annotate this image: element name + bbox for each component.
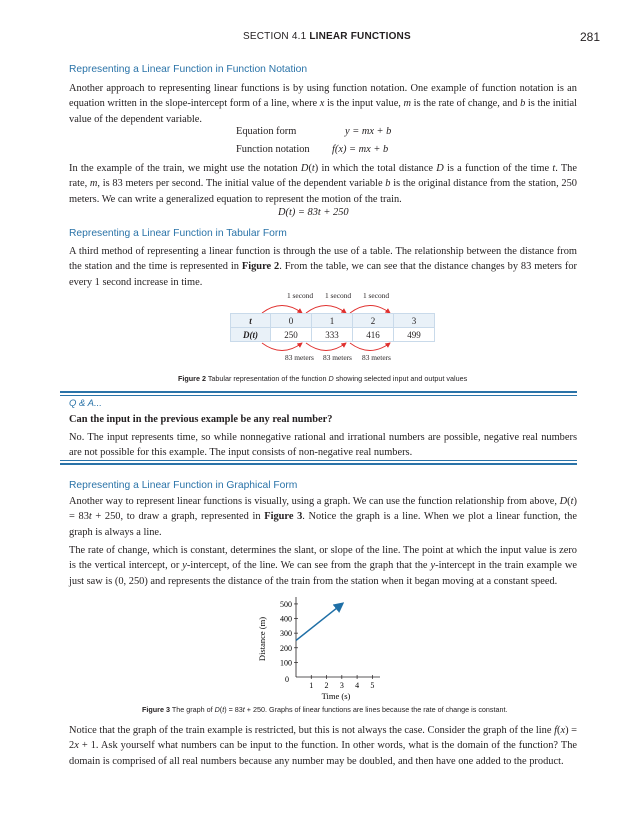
table-cell: 2 <box>353 314 394 328</box>
distance-time-graph <box>250 596 390 702</box>
heading-function-notation: Representing a Linear Function in Function Notation <box>69 64 308 75</box>
qa-tag: Q & A... <box>69 398 102 409</box>
origin-label: 0 <box>285 675 289 684</box>
x-tick-label: 2 <box>324 681 329 690</box>
arrow-top-2 <box>306 306 346 314</box>
table-header-t: t <box>231 314 271 328</box>
bottom-label-1: 83 meters <box>285 353 314 362</box>
top-label-2: 1 second <box>325 291 352 300</box>
series-line <box>296 604 342 640</box>
y-tick-label: 200 <box>280 643 292 653</box>
y-tick-label: 300 <box>280 629 292 639</box>
heading-graphical-form: Representing a Linear Function in Graphical Form <box>69 480 298 491</box>
bottom-label-3: 83 meters <box>362 353 391 362</box>
paragraph-tabular-form: A third method of representing a linear function is through the use of a table. The relationship between the distance from the station and the time is represented in Figure 2. From the table, we can see that the distance changes by 83 meters for every 1 second increase in time. <box>69 246 577 288</box>
table-cell: 3 <box>394 314 435 328</box>
arrow-bottom-1 <box>262 343 302 351</box>
section-label: SECTION 4.1 LINEAR FUNCTIONS <box>243 31 411 42</box>
x-tick-label: 3 <box>339 681 344 690</box>
paragraph-rate-of-change: The rate of change, which is constant, determines the slant, or slope of the line. The point at which the input value is zero is the vertical intercept, or y-intercept, of the line. We can see from the graph that the y-intercept in the train example we just saw is (0, 250) and represents the distance of the train from the station when it began moving at a constant speed. <box>69 545 577 587</box>
arrow-bottom-3 <box>350 343 390 351</box>
qa-top-rule-thin <box>60 395 577 396</box>
top-label-1: 1 second <box>287 291 314 300</box>
x-axis-label: Time (s) <box>321 691 351 701</box>
paragraph-domain: Notice that the graph of the train example is restricted, but this is not always the case. Consider the graph of the line f(x) = 2x + 1. Ask yourself what numbers can be input to the function. In other words, what is the domain of the function? The domain is comprised of all real numbers because any number may be doubled, and then have one added to the product. <box>69 725 578 767</box>
x-tick-label: 4 <box>355 681 360 690</box>
bottom-label-2: 83 meters <box>323 353 352 362</box>
arrow-top-1 <box>262 306 302 314</box>
table-header-d: D(t) <box>231 328 271 342</box>
running-header <box>0 31 630 45</box>
figure-2-caption: Figure 2 Tabular representation of the function D showing selected input and output values <box>178 374 468 383</box>
function-notation-label: Function notation <box>236 144 310 155</box>
table-cell: 416 <box>353 328 394 342</box>
paragraph-function-notation-intro: Another approach to representing linear functions is by using function notation. One example of function notation is an equation written in the slope-intercept form of a line, where x is the input value, m is the rate of change, and b is the initial value of the dependent variable. <box>69 83 577 125</box>
x-tick-label: 1 <box>309 681 314 690</box>
function-notation-equation: f(x) = mx + b <box>332 144 389 155</box>
arrow-top-3 <box>350 306 390 314</box>
qa-top-rule <box>60 391 577 393</box>
qa-bottom-rule-thin <box>60 460 577 461</box>
table-cell: 0 <box>271 314 312 328</box>
train-equation: D(t) = 83t + 250 <box>278 207 349 218</box>
table-cell: 499 <box>394 328 435 342</box>
table-cell: 333 <box>312 328 353 342</box>
heading-tabular-form: Representing a Linear Function in Tabular Form <box>69 228 287 239</box>
table-cell: 250 <box>271 328 312 342</box>
x-tick-label: 5 <box>370 681 375 690</box>
qa-answer: No. The input represents time, so while nonnegative rational and irrational numbers are possible, negative real numbers are not possible for this example. The input consists of non-negative real numbers. <box>69 432 577 459</box>
y-tick-label: 100 <box>280 658 292 668</box>
paragraph-graphical-intro: Another way to represent linear functions is visually, using a graph. We can use the function relationship from above, D(t) = 83t + 250, to draw a graph, represented in Figure 3. Notice the graph is a line. When we plot a linear function, the graph is always a line. <box>69 496 577 538</box>
y-axis-label: Distance (m) <box>257 616 267 662</box>
table-cell: 1 <box>312 314 353 328</box>
equation-form: y = mx + b <box>345 126 392 137</box>
table-row-d <box>231 328 435 342</box>
function-table <box>230 313 435 342</box>
arrow-bottom-2 <box>306 343 346 351</box>
table-row-t <box>231 314 435 328</box>
equation-form-label: Equation form <box>236 126 297 137</box>
y-tick-label: 400 <box>280 614 292 624</box>
y-tick-label: 500 <box>280 599 292 609</box>
qa-question: Can the input in the previous example be any real number? <box>69 414 333 425</box>
top-label-3: 1 second <box>363 291 390 300</box>
page-number: 281 <box>580 30 601 44</box>
qa-bottom-rule <box>60 463 577 465</box>
paragraph-train-notation: In the example of the train, we might use the notation D(t) in which the total distance D is a function of the time t. The rate, m, is 83 meters per second. The initial value of the dependent variable b is the original distance from the station, 250 meters. We can write a generalized equation to represent the motion of the train. <box>69 163 577 205</box>
figure-3-caption: Figure 3 The graph of D(t) = 83t + 250. Graphs of linear functions are lines because the rate of change is constant. <box>142 705 508 714</box>
